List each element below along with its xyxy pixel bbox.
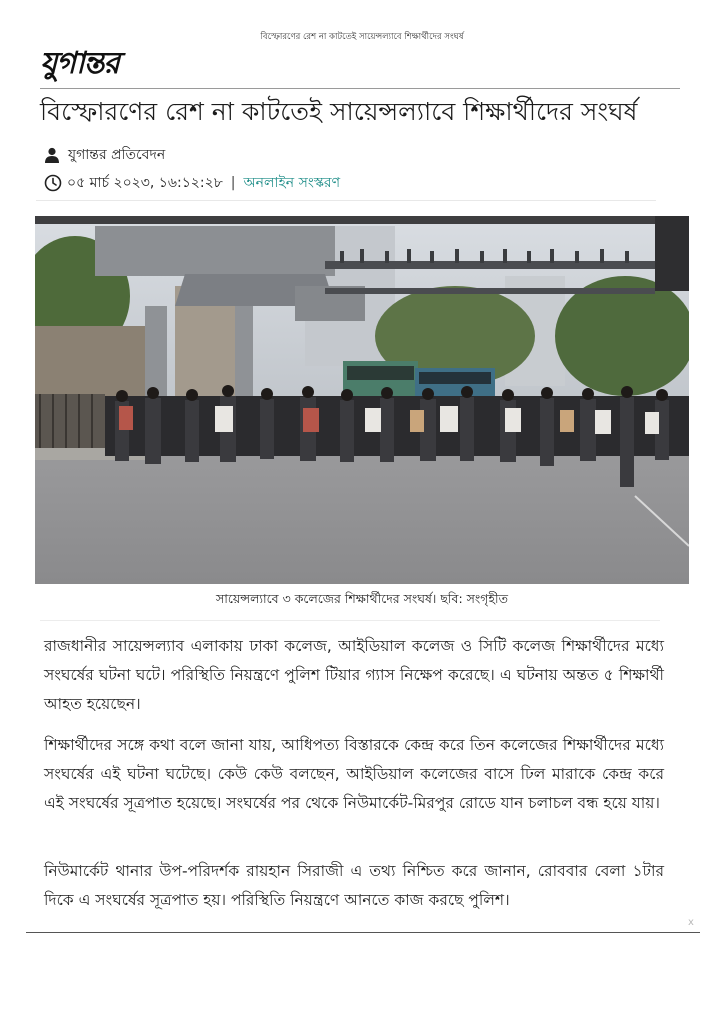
article-paragraph [44,632,664,719]
edition-link[interactable]: অনলাইন সংস্করণ [243,175,341,191]
newspaper-logo[interactable]: যুগান্তর [40,46,119,81]
header-divider [36,200,656,201]
clock-icon [44,174,62,192]
author-name: যুগান্তর প্রতিবেদন [68,147,166,163]
print-header-title: বিস্ফোরণের রেশ না কাটতেই সায়েন্সল্যাবে শিক্ষার্থীদের সংঘর্ষ [260,32,464,42]
caption-divider [40,620,660,621]
street-protest-photo [35,216,689,584]
paragraph-text: রাজধানীর সায়েন্সল্যাব এলাকায় ঢাকা কলেজ, আইডিয়াল কলেজ ও সিটি কলেজ শিক্ষার্থীদের মধ্যে সংঘর্ষের ঘটনা ঘটে। পরিস্থিতি নিয়ন্ত্রণে পুলিশ টিয়ার গ্যাস নিক্ষেপ করেছে। এ ঘটনায় অন্তত ৫ শিক্ষার্থী আহত হয়েছেন। [44,637,664,713]
photo-caption: সায়েন্সল্যাবে ৩ কলেজের শিক্ষার্থীদের সংঘর্ষ। ছবি: সংগৃহীত [215,591,509,606]
article-paragraph [44,731,664,818]
byline [44,143,165,167]
dateline [44,170,340,196]
user-icon [44,147,60,163]
article-photo [35,216,689,584]
masthead [40,46,680,89]
article-headline: বিস্ফোরণের রেশ না কাটতেই সায়েন্সল্যাবে শিক্ষার্থীদের সংঘর্ষ [40,97,638,126]
publish-date: ০৫ মার্চ ২০২৩, ১৬:১২:২৮ [67,175,223,191]
footer-divider [26,932,700,933]
article-paragraph [44,857,664,915]
close-mark[interactable]: x [688,917,694,928]
paragraph-text: নিউমার্কেট থানার উপ-পরিদর্শক রায়হান সিরাজী এ তথ্য নিশ্চিত করে জানান, রোববার বেলা ১টার দিকে এ সংঘর্ষের সূত্রপাত হয়। পরিস্থিতি নিয়ন্ত্রণে আনতে কাজ করছে পুলিশ। [44,862,664,909]
paragraph-text: শিক্ষার্থীদের সঙ্গে কথা বলে জানা যায়, আধিপত্য বিস্তারকে কেন্দ্র করে তিন কলেজের শিক্ষার্থীদের মধ্যে সংঘর্ষের এই ঘটনা ঘটেছে। কেউ কেউ বলছেন, আইডিয়াল কলেজের বাসে ঢিল মারাকে কেন্দ্র করে এই সংঘর্ষের সূত্রপাত হয়েছে। সংঘর্ষের পর থেকে নিউমার্কেট-মিরপুর রোডে যান চলাচল বন্ধ হয়ে যায়। [44,736,664,812]
dateline-separator: | [230,175,236,191]
